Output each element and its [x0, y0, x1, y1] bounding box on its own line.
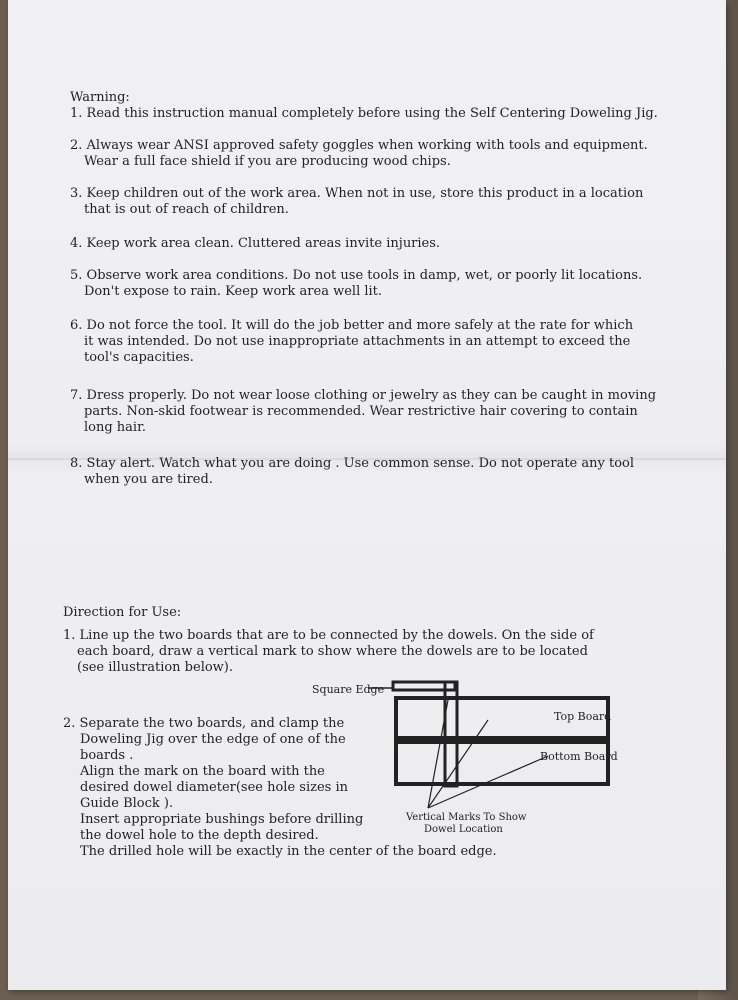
board-diagram: [308, 680, 628, 840]
direction-step-2-line-7: Insert appropriate bushings before drilling: [80, 812, 364, 827]
direction-step-1: [63, 628, 703, 676]
vertical-marks-label-line-1: Vertical Marks To Show: [406, 812, 527, 823]
square-edge-label: Square Edge: [312, 683, 385, 696]
top-board-label: Top Board: [554, 710, 612, 723]
warning-item-6-line-2: it was intended. Do not use inappropriate attachments in an attempt to exceed the: [84, 334, 631, 349]
warning-item-3-line-1: 3. Keep children out of the work area. When not in use, store this product in a location: [70, 186, 644, 201]
direction-step-2-line-2: Doweling Jig over the edge of one of the: [80, 732, 346, 747]
warning-item-7-line-1: 7. Dress properly. Do not wear loose clothing or jewelry as they can be caught in moving: [70, 388, 657, 403]
warning-item-2-line-1: 2. Always wear ANSI approved safety goggles when working with tools and equipment.: [70, 138, 648, 153]
warning-item-4: [70, 236, 440, 252]
warning-item-7-line-2: parts. Non-skid footwear is recommended. Wear restrictive hair covering to contain: [84, 404, 638, 419]
warning-item-7: [70, 388, 656, 436]
warning-item-3: [70, 186, 643, 218]
warning-item-4-line-1: 4. Keep work area clean. Cluttered areas invite injuries.: [70, 236, 441, 251]
warning-item-8: [70, 456, 634, 488]
warning-item-7-line-3: long hair.: [84, 420, 147, 435]
warning-item-1: [70, 106, 658, 122]
direction-step-2-line-5: desired dowel diameter(see hole sizes in: [80, 780, 348, 795]
direction-step-2-line-3: boards .: [80, 748, 134, 763]
warning-item-5: [70, 268, 642, 300]
instruction-sheet: [8, 0, 726, 990]
direction-step-2-line-8: the dowel hole to the depth desired.: [80, 828, 319, 843]
warning-item-6-line-1: 6. Do not force the tool. It will do the job better and more safely at the rate for which: [70, 318, 634, 333]
direction-step-1-line-1: 1. Line up the two boards that are to be connected by the dowels. On the side of: [63, 628, 594, 643]
warning-item-3-line-2: that is out of reach of children.: [84, 202, 289, 217]
warning-heading: Warning:: [70, 90, 130, 105]
warning-item-5-line-1: 5. Observe work area conditions. Do not use tools in damp, wet, or poorly lit locations.: [70, 268, 643, 283]
warning-item-2-line-2: Wear a full face shield if you are producing wood chips.: [84, 154, 451, 169]
direction-step-2-line-9: The drilled hole will be exactly in the center of the board edge.: [80, 844, 497, 859]
direction-step-2-line-1: 2. Separate the two boards, and clamp the: [63, 716, 345, 731]
direction-step-1-line-2: each board, draw a vertical mark to show where the dowels are to be located: [77, 644, 588, 659]
warning-item-1-line-1: 1. Read this instruction manual completely before using the Self Centering Doweling Jig.: [70, 106, 658, 121]
warning-item-8-line-2: when you are tired.: [84, 472, 213, 487]
vertical-marks-label-line-2: Dowel Location: [424, 824, 503, 835]
warning-item-6-line-3: tool's capacities.: [84, 350, 194, 365]
warning-item-5-line-2: Don't expose to rain. Keep work area well lit.: [84, 284, 383, 299]
warning-item-6: [70, 318, 633, 366]
direction-step-2-line-4: Align the mark on the board with the: [80, 764, 325, 779]
bottom-board-label: Bottom Board: [540, 750, 618, 763]
bottom-board-shape: [396, 742, 608, 784]
warning-item-2: [70, 138, 648, 170]
direction-step-2-line-6: Guide Block ).: [80, 796, 174, 811]
warning-item-8-line-1: 8. Stay alert. Watch what you are doing . Use common sense. Do not operate any tool: [70, 456, 635, 471]
direction-step-1-line-3: (see illustration below).: [77, 660, 234, 675]
directions-heading: Direction for Use:: [63, 605, 182, 620]
